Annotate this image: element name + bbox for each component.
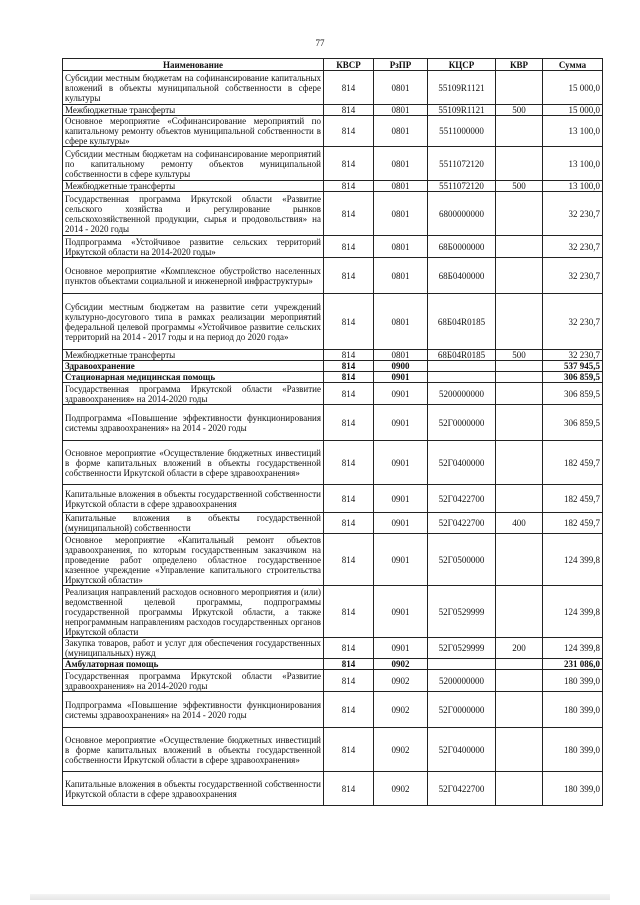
row-name: Капитальные вложения в объекты государственной собственности Иркутской области в сфере здравоохранения — [63, 772, 324, 806]
table-row — [63, 670, 603, 692]
row-rzpr: 0901 — [374, 638, 428, 659]
table-row — [63, 772, 603, 806]
row-rzpr: 0901 — [374, 513, 428, 534]
row-rzpr: 0901 — [374, 534, 428, 586]
row-rzpr: 0902 — [374, 670, 428, 692]
row-kvsr: 814 — [324, 192, 374, 236]
row-sum: 124 399,8 — [543, 638, 603, 659]
table-row — [63, 659, 603, 670]
row-kvsr: 814 — [324, 485, 374, 513]
row-sum: 182 459,7 — [543, 441, 603, 485]
row-kcsr: 52Г0500000 — [428, 534, 496, 586]
row-kcsr: 52Г0000000 — [428, 405, 496, 441]
row-sum: 32 230,7 — [543, 350, 603, 361]
budget-table — [62, 58, 603, 806]
row-kcsr: 5511072120 — [428, 147, 496, 181]
table-body — [63, 71, 603, 806]
row-rzpr: 0801 — [374, 71, 428, 105]
row-kvr: 200 — [496, 638, 543, 659]
row-name: Подпрограмма «Устойчивое развитие сельских территорий Иркутской области на 2014-2020 годы» — [63, 236, 324, 258]
table-row — [63, 728, 603, 772]
row-kvr — [496, 192, 543, 236]
row-kcsr: 52Г0529999 — [428, 638, 496, 659]
row-kvr — [496, 534, 543, 586]
row-kvsr: 814 — [324, 586, 374, 638]
row-name: Субсидии местным бюджетам на развитие сети учреждений культурно-досугового типа в рамках реализации мероприятий федеральной целевой программы «Устойчивое развитие сельских территорий на 2014 - 2017 годы и на период до 2020 года» — [63, 294, 324, 350]
row-name: Основное мероприятие «Софинансирование мероприятий по капитальному ремонту объектов муниципальной собственности в сфере культуры» — [63, 116, 324, 147]
row-name: Здравоохранение — [63, 361, 324, 372]
row-kvsr: 814 — [324, 659, 374, 670]
row-sum: 13 100,0 — [543, 116, 603, 147]
row-rzpr: 0901 — [374, 586, 428, 638]
row-kcsr: 52Г0400000 — [428, 728, 496, 772]
row-kvsr: 814 — [324, 361, 374, 372]
row-kvsr: 814 — [324, 728, 374, 772]
row-kvr — [496, 236, 543, 258]
row-name: Закупка товаров, работ и услуг для обеспечения государственных (муниципальных) нужд — [63, 638, 324, 659]
row-name: Подпрограмма «Повышение эффективности функционирования системы здравоохранения» на 2014 - 2020 годы — [63, 692, 324, 728]
row-kvsr: 814 — [324, 692, 374, 728]
row-rzpr: 0801 — [374, 294, 428, 350]
row-name: Межбюджетные трансферты — [63, 350, 324, 361]
table-row — [63, 586, 603, 638]
row-name: Капитальные вложения в объекты государственной собственности Иркутской области в сфере здравоохранения — [63, 485, 324, 513]
row-kvsr: 814 — [324, 405, 374, 441]
row-kvr — [496, 147, 543, 181]
row-kvr — [496, 71, 543, 105]
row-name: Основное мероприятие «Капитальный ремонт объектов здравоохранения, по которым государственным заказчиком на проведение работ определено областное государственное казенное учреждение «Управление капитального строительства Иркутской области» — [63, 534, 324, 586]
scan-shadow — [30, 894, 610, 900]
row-kvr: 500 — [496, 350, 543, 361]
row-kvsr: 814 — [324, 638, 374, 659]
row-rzpr: 0901 — [374, 383, 428, 405]
row-kcsr: 68Б04R0185 — [428, 350, 496, 361]
row-kcsr: 68Б0000000 — [428, 236, 496, 258]
row-name: Государственная программа Иркутской области «Развитие сельского хозяйства и регулирование рынков сельскохозяйственной продукции, сырья и продовольствия» на 2014 - 2020 годы — [63, 192, 324, 236]
row-kvsr: 814 — [324, 670, 374, 692]
row-kvsr: 814 — [324, 441, 374, 485]
row-kvsr: 814 — [324, 258, 374, 294]
row-sum: 180 399,0 — [543, 692, 603, 728]
row-kcsr: 52Г0000000 — [428, 692, 496, 728]
row-kvsr: 814 — [324, 294, 374, 350]
row-kvr — [496, 485, 543, 513]
row-rzpr: 0900 — [374, 361, 428, 372]
row-sum: 231 086,0 — [543, 659, 603, 670]
row-rzpr: 0801 — [374, 236, 428, 258]
row-rzpr: 0902 — [374, 772, 428, 806]
table-row — [63, 513, 603, 534]
row-kcsr: 52Г0400000 — [428, 441, 496, 485]
row-kvr — [496, 361, 543, 372]
row-rzpr: 0801 — [374, 181, 428, 192]
row-kcsr: 52Г0422700 — [428, 485, 496, 513]
header-kcsr: КЦСР — [428, 59, 496, 71]
row-sum: 180 399,0 — [543, 772, 603, 806]
table-row — [63, 116, 603, 147]
row-rzpr: 0801 — [374, 350, 428, 361]
row-kcsr: 52Г0529999 — [428, 586, 496, 638]
row-rzpr: 0801 — [374, 192, 428, 236]
table-row — [63, 258, 603, 294]
page-number: 77 — [315, 38, 325, 48]
row-kcsr: 5200000000 — [428, 670, 496, 692]
table-row — [63, 405, 603, 441]
row-kcsr: 55109R1121 — [428, 71, 496, 105]
row-rzpr: 0801 — [374, 105, 428, 116]
table-row — [63, 236, 603, 258]
row-sum: 306 859,5 — [543, 383, 603, 405]
row-kvsr: 814 — [324, 534, 374, 586]
row-rzpr: 0801 — [374, 258, 428, 294]
row-kvr — [496, 405, 543, 441]
row-name: Капитальные вложения в объекты государственной (муниципальной) собственности — [63, 513, 324, 534]
row-name: Государственная программа Иркутской области «Развитие здравоохранения» на 2014-2020 годы — [63, 383, 324, 405]
row-rzpr: 0902 — [374, 728, 428, 772]
table-row — [63, 71, 603, 105]
row-kvsr: 814 — [324, 181, 374, 192]
row-kcsr: 55109R1121 — [428, 105, 496, 116]
row-sum: 306 859,5 — [543, 405, 603, 441]
table-header-row — [63, 59, 603, 71]
header-sum: Сумма — [543, 59, 603, 71]
row-name: Субсидии местным бюджетам на софинансирование мероприятий по капитальному ремонту объектов муниципальной собственности в сфере культуры — [63, 147, 324, 181]
row-sum: 180 399,0 — [543, 670, 603, 692]
row-kvsr: 814 — [324, 350, 374, 361]
table-row — [63, 372, 603, 383]
row-kvr — [496, 659, 543, 670]
row-name: Межбюджетные трансферты — [63, 105, 324, 116]
table-row — [63, 534, 603, 586]
table-row — [63, 638, 603, 659]
row-kvr — [496, 728, 543, 772]
row-sum: 537 945,5 — [543, 361, 603, 372]
row-name: Подпрограмма «Повышение эффективности функционирования системы здравоохранения» на 2014 - 2020 годы — [63, 405, 324, 441]
row-kvsr: 814 — [324, 71, 374, 105]
row-kvr — [496, 670, 543, 692]
row-kcsr — [428, 659, 496, 670]
row-kcsr: 52Г0422700 — [428, 772, 496, 806]
row-sum: 15 000,0 — [543, 105, 603, 116]
row-sum: 32 230,7 — [543, 236, 603, 258]
table-row — [63, 147, 603, 181]
row-sum: 15 000,0 — [543, 71, 603, 105]
header-name: Наименование — [63, 59, 324, 71]
row-rzpr: 0902 — [374, 659, 428, 670]
row-kvsr: 814 — [324, 772, 374, 806]
row-name: Основное мероприятие «Комплексное обустройство населенных пунктов объектами социальной и инженерной инфраструктуры» — [63, 258, 324, 294]
row-name: Субсидии местным бюджетам на софинансирование капитальных вложений в объекты муниципальной собственности в сфере культуры — [63, 71, 324, 105]
row-kcsr: 5511000000 — [428, 116, 496, 147]
row-kcsr — [428, 361, 496, 372]
row-kvr — [496, 258, 543, 294]
row-kcsr: 52Г0422700 — [428, 513, 496, 534]
table-row — [63, 441, 603, 485]
row-sum: 13 100,0 — [543, 181, 603, 192]
header-rzpr: РзПР — [374, 59, 428, 71]
row-kcsr: 6800000000 — [428, 192, 496, 236]
row-sum: 32 230,7 — [543, 192, 603, 236]
table-row — [63, 485, 603, 513]
table-row — [63, 383, 603, 405]
row-sum: 306 859,5 — [543, 372, 603, 383]
row-sum: 13 100,0 — [543, 147, 603, 181]
row-kvr — [496, 383, 543, 405]
table-row — [63, 361, 603, 372]
row-kcsr — [428, 372, 496, 383]
row-name: Стационарная медицинская помощь — [63, 372, 324, 383]
row-kvsr: 814 — [324, 383, 374, 405]
table-row — [63, 192, 603, 236]
row-kvr — [496, 372, 543, 383]
row-kvsr: 814 — [324, 116, 374, 147]
row-kvsr: 814 — [324, 372, 374, 383]
row-rzpr: 0801 — [374, 147, 428, 181]
row-rzpr: 0901 — [374, 485, 428, 513]
row-sum: 124 399,8 — [543, 534, 603, 586]
row-rzpr: 0902 — [374, 692, 428, 728]
row-rzpr: 0801 — [374, 116, 428, 147]
row-kcsr: 5511072120 — [428, 181, 496, 192]
row-sum: 32 230,7 — [543, 258, 603, 294]
row-kvr: 500 — [496, 105, 543, 116]
header-kvsr: КВСР — [324, 59, 374, 71]
table-row — [63, 105, 603, 116]
row-kvsr: 814 — [324, 105, 374, 116]
row-sum: 180 399,0 — [543, 728, 603, 772]
row-kvr — [496, 586, 543, 638]
row-kvr — [496, 692, 543, 728]
row-kvr — [496, 116, 543, 147]
row-kvr — [496, 441, 543, 485]
row-kvr — [496, 294, 543, 350]
row-kvr: 400 — [496, 513, 543, 534]
row-kvsr: 814 — [324, 513, 374, 534]
row-kvr — [496, 772, 543, 806]
row-sum: 182 459,7 — [543, 485, 603, 513]
header-kvr: КВР — [496, 59, 543, 71]
row-sum: 32 230,7 — [543, 294, 603, 350]
table-row — [63, 294, 603, 350]
row-kvsr: 814 — [324, 236, 374, 258]
row-kvsr: 814 — [324, 147, 374, 181]
row-rzpr: 0901 — [374, 405, 428, 441]
row-rzpr: 0901 — [374, 441, 428, 485]
table-row — [63, 350, 603, 361]
table-row — [63, 181, 603, 192]
row-name: Основное мероприятие «Осуществление бюджетных инвестиций в форме капитальных вложений в объекты государственной собственности Иркутской области в сфере здравоохранения» — [63, 728, 324, 772]
row-name: Межбюджетные трансферты — [63, 181, 324, 192]
row-sum: 124 399,8 — [543, 586, 603, 638]
row-name: Амбулаторная помощь — [63, 659, 324, 670]
row-sum: 182 459,7 — [543, 513, 603, 534]
row-name: Государственная программа Иркутской области «Развитие здравоохранения» на 2014-2020 годы — [63, 670, 324, 692]
row-name: Реализация направлений расходов основного мероприятия и (или) ведомственной целевой программы, подпрограммы государственной программы Иркутской области, а также непрограммным направлениям расходов государственных органов Иркутской области — [63, 586, 324, 638]
row-kcsr: 68Б0400000 — [428, 258, 496, 294]
row-rzpr: 0901 — [374, 372, 428, 383]
row-kcsr: 5200000000 — [428, 383, 496, 405]
row-kvr: 500 — [496, 181, 543, 192]
row-name: Основное мероприятие «Осуществление бюджетных инвестиций в форме капитальных вложений в объекты государственной собственности Иркутской области в сфере здравоохранения» — [63, 441, 324, 485]
table-row — [63, 692, 603, 728]
row-kcsr: 68Б04R0185 — [428, 294, 496, 350]
